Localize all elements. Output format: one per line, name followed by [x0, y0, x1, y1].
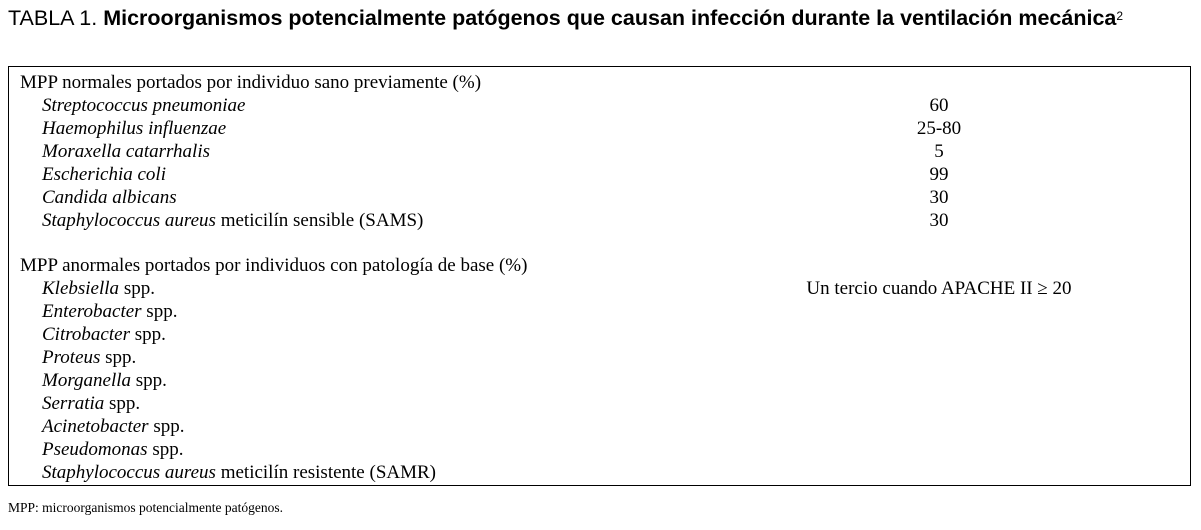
table-row — [9, 209, 1190, 232]
organism-value: 30 — [929, 210, 949, 231]
group-header-normal: MPP normales portados por individuo sano previamente (%) — [20, 72, 482, 93]
organism-value: 99 — [929, 164, 949, 185]
organism-name: Streptococcus pneumoniae — [42, 95, 246, 116]
table-row — [9, 277, 1190, 300]
organism-value: Un tercio cuando APACHE II ≥ 20 — [806, 278, 1072, 299]
organism-value: 5 — [934, 141, 944, 162]
organism-name: Escherichia coli — [42, 164, 166, 185]
table-caption — [8, 6, 1193, 31]
table-row — [9, 94, 1190, 117]
organism-name: Haemophilus influenzae — [42, 118, 227, 139]
table-row — [9, 438, 1190, 461]
organism-name: Proteus spp. — [42, 347, 137, 368]
organism-name: Klebsiella spp. — [42, 278, 155, 299]
table-row — [9, 415, 1190, 438]
table-row — [9, 369, 1190, 392]
organism-value: 25-80 — [916, 118, 962, 139]
table-row — [9, 140, 1190, 163]
table-row — [9, 346, 1190, 369]
table-footnote: MPP: microorganismos potencialmente patógenos. — [8, 500, 283, 515]
table-row — [9, 163, 1190, 186]
organism-name: Acinetobacter spp. — [42, 416, 185, 437]
caption-title: Microorganismos potencialmente patógenos que causan infección durante la ventilación mecánica — [103, 6, 1117, 30]
table-row — [9, 300, 1190, 323]
table-row — [9, 392, 1190, 415]
group-header-abnormal: MPP anormales portados por individuos con patología de base (%) — [20, 255, 528, 276]
table-row — [9, 117, 1190, 140]
organism-name: Citrobacter spp. — [42, 324, 166, 345]
organism-value: 60 — [929, 95, 949, 116]
table-row — [9, 461, 1190, 484]
organism-name: Staphylococcus aureus meticilín resistente (SAMR) — [42, 462, 437, 483]
table-row — [9, 323, 1190, 346]
organism-name: Pseudomonas spp. — [42, 439, 184, 460]
organism-name: Serratia spp. — [42, 393, 141, 414]
caption-label: TABLA 1. — [8, 6, 104, 30]
organism-name: Candida albicans — [42, 187, 177, 208]
organism-value: 30 — [929, 187, 949, 208]
organism-name: Staphylococcus aureus meticilín sensible (SAMS) — [42, 210, 424, 231]
table-row — [9, 186, 1190, 209]
organism-name: Morganella spp. — [42, 370, 167, 391]
organism-name: Moraxella catarrhalis — [42, 141, 211, 162]
microorganism-table — [8, 66, 1191, 486]
organism-name: Enterobacter spp. — [42, 301, 178, 322]
caption-reference: 2 — [1116, 9, 1124, 23]
